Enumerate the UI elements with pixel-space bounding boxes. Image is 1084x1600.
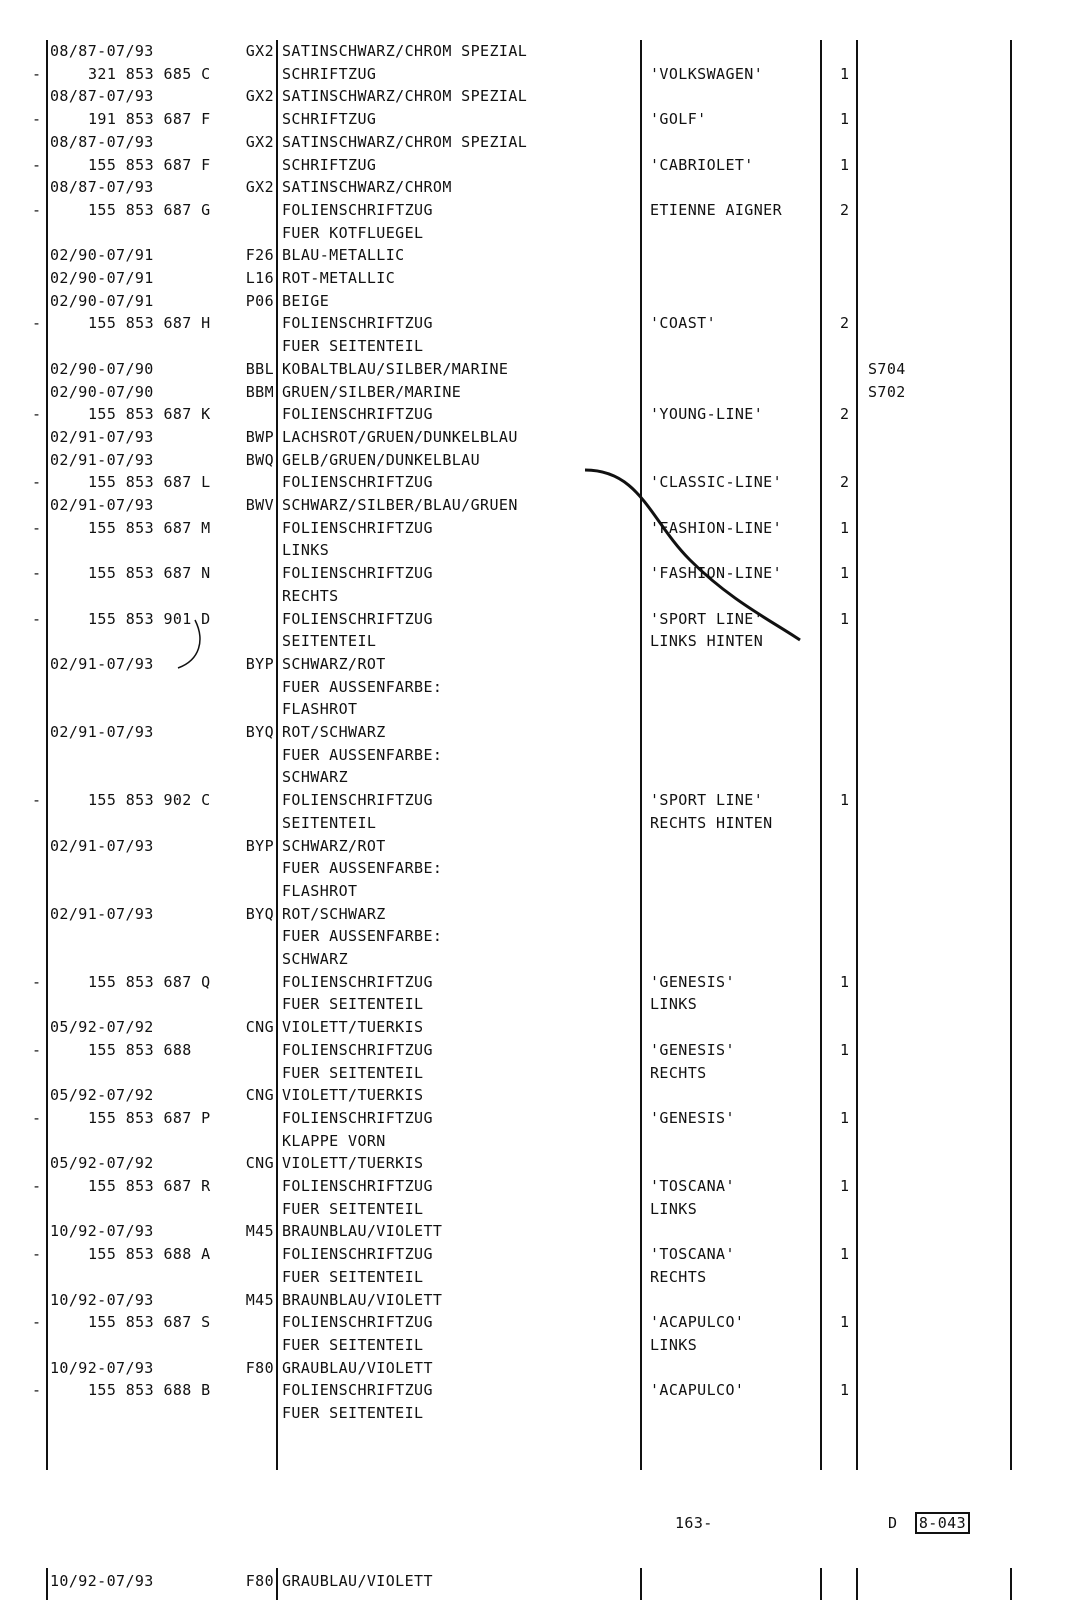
description: FUER SEITENTEIL [282,995,424,1014]
quantity: 1 [840,1177,850,1195]
table-row [0,1175,1084,1198]
part-number: 155 853 687 G [88,200,211,219]
description: RECHTS [282,586,339,605]
row-dash: - [32,64,42,83]
color-code: F26 [245,246,274,265]
description: FOLIENSCHRIFTZUG [282,1381,433,1400]
description: ROT/SCHWARZ [282,723,386,741]
row-dash: - [32,314,42,333]
table-row [0,971,1084,994]
description: VIOLETT/TUERKIS [282,1086,424,1105]
continuation-rule-desc [276,1568,278,1600]
part-number: 155 853 687 R [88,1177,211,1195]
description: SATINSCHWARZ/CHROM [282,178,452,197]
description: BRAUNBLAU/VIOLETT [282,1290,443,1309]
color-code: GX2 [245,87,274,106]
color-code: F80 [245,1358,274,1377]
table-row [0,1198,1084,1221]
table-row [0,449,1084,472]
description: FLASHROT [282,700,358,719]
date-range: 02/91-07/93 [50,654,154,673]
part-number: 155 853 687 N [88,564,211,583]
color-code: BYP [245,836,274,855]
table-row [0,494,1084,517]
description: FOLIENSCHRIFTZUG [282,1177,433,1195]
row-dash: - [32,110,42,129]
marking-text: 'TOSCANA' [650,1245,735,1264]
table-row [0,222,1084,245]
part-number: 321 853 685 C [88,64,211,83]
quantity: 1 [840,518,850,537]
continuation-rule-left [46,1568,48,1600]
table-row [0,1289,1084,1312]
description: SCHRIFTZUG [282,155,377,174]
marking-text: 'FASHION-LINE' [650,518,783,537]
table-row [0,312,1084,335]
table-row [0,426,1084,449]
description: BLAU-METALLIC [282,246,405,265]
marking-text: ETIENNE AIGNER [650,200,783,219]
description: FUER KOTFLUEGEL [282,223,424,242]
description: FOLIENSCHRIFTZUG [282,405,433,424]
date-range: 02/91-07/93 [50,450,154,469]
section-code: 8-043 [915,1512,970,1534]
part-number: 155 853 687 L [88,473,211,492]
date-range: 02/91-07/93 [50,836,154,855]
description: SCHWARZ/SILBER/BLAU/GRUEN [282,496,518,514]
date-range: 05/92-07/92 [50,1086,154,1105]
quantity: 1 [840,64,850,83]
description: FOLIENSCHRIFTZUG [282,518,433,537]
table-row [0,585,1084,608]
table-row [0,744,1084,767]
color-code: BBL [245,359,274,378]
table-row [0,85,1084,108]
date-range: 02/91-07/93 [50,427,154,446]
row-dash: - [32,1381,42,1400]
marking-text: 'GENESIS' [650,972,735,991]
description: FOLIENSCHRIFTZUG [282,972,433,991]
description: SATINSCHWARZ/CHROM SPEZIAL [282,87,528,106]
description: SCHWARZ [282,950,349,968]
quantity: 1 [840,609,850,628]
table-row [0,1039,1084,1062]
description: FUER SEITENTEIL [282,1063,424,1082]
description: FLASHROT [282,881,358,900]
color-code: M45 [245,1290,274,1309]
table-row [0,381,1084,404]
quantity: 1 [840,1108,850,1127]
date-range: 02/90-07/91 [50,291,154,310]
date-range: 08/87-07/93 [50,87,154,106]
table-row [0,154,1084,177]
color-code: BYQ [245,723,274,741]
table-row [0,335,1084,358]
description: BEIGE [282,291,330,310]
part-number: 155 853 901 D [88,609,211,628]
table-row [0,925,1084,948]
description: BRAUNBLAU/VIOLETT [282,1222,443,1241]
row-dash: - [32,473,42,492]
description: SCHWARZ [282,768,349,787]
quantity: 2 [840,200,850,219]
description: SEITENTEIL [282,632,377,651]
table-row [0,676,1084,699]
description: SCHWARZ/ROT [282,654,386,673]
description: FOLIENSCHRIFTZUG [282,1245,433,1264]
description: GRUEN/SILBER/MARINE [282,382,462,401]
description: SATINSCHWARZ/CHROM SPEZIAL [282,132,528,151]
quantity: 1 [840,1381,850,1400]
description: FUER SEITENTEIL [282,337,424,356]
table-row [0,812,1084,835]
table-row [0,1402,1084,1425]
quantity: 2 [840,314,850,333]
color-code: CNG [245,1154,274,1173]
color-code: BWQ [245,450,274,469]
table-row [0,1062,1084,1085]
marking-text: LINKS [650,1199,698,1218]
date-range: 02/90-07/91 [50,269,154,287]
description: GRAUBLAU/VIOLETT [282,1572,433,1590]
marking-text: 'ACAPULCO' [650,1313,745,1332]
color-code: BYQ [245,904,274,923]
table-row [0,108,1084,131]
marking-text: RECHTS [650,1267,707,1286]
quantity: 1 [840,1245,850,1264]
quantity: 1 [840,564,850,583]
row-dash: - [32,405,42,424]
row-dash: - [32,518,42,537]
row-dash: - [32,791,42,810]
part-number: 155 853 687 H [88,314,211,333]
table-row [0,1016,1084,1039]
color-code: L16 [245,269,274,287]
table-row [0,880,1084,903]
table-row [0,517,1084,540]
color-code: F80 [245,1572,274,1590]
date-range: 10/92-07/93 [50,1358,154,1377]
part-number: 155 853 687 F [88,155,211,174]
date-range: 02/91-07/93 [50,904,154,923]
description: FOLIENSCHRIFTZUG [282,200,433,219]
description: KOBALTBLAU/SILBER/MARINE [282,359,509,378]
description: FUER AUSSENFARBE: [282,927,443,946]
part-number: 155 853 687 K [88,405,211,424]
table-row [0,290,1084,313]
marking-text: RECHTS HINTEN [650,813,773,832]
table-row [0,608,1084,631]
table-row [0,471,1084,494]
description: FUER SEITENTEIL [282,1199,424,1218]
table-row [0,903,1084,926]
table-row [0,857,1084,880]
description: FUER SEITENTEIL [282,1404,424,1422]
part-number: 155 853 688 B [88,1381,211,1400]
table-row [0,403,1084,426]
remark-code: S702 [868,382,906,401]
table-row [0,721,1084,744]
date-range: 02/91-07/93 [50,723,154,741]
date-range: 08/87-07/93 [50,42,154,60]
description: FOLIENSCHRIFTZUG [282,1313,433,1332]
table-row [0,835,1084,858]
quantity: 1 [840,1040,850,1059]
description: FOLIENSCHRIFTZUG [282,314,433,333]
marking-text: 'COAST' [650,314,717,333]
description: GRAUBLAU/VIOLETT [282,1358,433,1377]
table-row [0,698,1084,721]
description: FUER SEITENTEIL [282,1267,424,1286]
table-row [0,1107,1084,1130]
continuation-rule-ext [856,1568,858,1600]
marking-text: LINKS [650,1335,698,1354]
table-row [0,993,1084,1016]
quantity: 2 [840,473,850,492]
part-number: 155 853 688 A [88,1245,211,1264]
row-dash: - [32,155,42,174]
table-row [0,1311,1084,1334]
table-row [0,267,1084,290]
color-code: GX2 [245,132,274,151]
marking-text: 'YOUNG-LINE' [650,405,764,424]
date-range: 08/87-07/93 [50,178,154,197]
table-row [0,244,1084,267]
marking-text: 'CLASSIC-LINE' [650,473,783,492]
description: FUER SEITENTEIL [282,1335,424,1354]
date-range: 10/92-07/93 [50,1222,154,1241]
row-dash: - [32,1313,42,1332]
marking-text: 'GENESIS' [650,1108,735,1127]
table-row [0,653,1084,676]
color-code: P06 [245,291,274,310]
continuation-row [0,1570,1084,1593]
description: KLAPPE VORN [282,1131,386,1150]
quantity: 2 [840,405,850,424]
description: GELB/GRUEN/DUNKELBLAU [282,450,481,469]
table-row [0,1243,1084,1266]
quantity: 1 [840,791,850,810]
marking-text: 'SPORT LINE' [650,609,764,628]
description: ROT-METALLIC [282,269,396,287]
table-row [0,40,1084,63]
continuation-rule-right [1010,1568,1012,1600]
description: SEITENTEIL [282,813,377,832]
row-dash: - [32,200,42,219]
description: ROT/SCHWARZ [282,904,386,923]
marking-text: LINKS [650,995,698,1014]
table-row [0,63,1084,86]
marking-text: 'CABRIOLET' [650,155,754,174]
table-row [0,176,1084,199]
part-number: 155 853 688 [88,1040,192,1059]
row-dash: - [32,609,42,628]
table-row [0,1084,1084,1107]
part-number: 155 853 902 C [88,791,211,810]
description: FUER AUSSENFARBE: [282,677,443,696]
date-range: 02/91-07/93 [50,496,154,514]
table-row [0,1266,1084,1289]
marking-text: 'GOLF' [650,110,707,129]
description: SCHRIFTZUG [282,110,377,129]
table-row [0,766,1084,789]
date-range: 02/90-07/91 [50,246,154,265]
marking-text: 'TOSCANA' [650,1177,735,1195]
date-range: 02/90-07/90 [50,382,154,401]
part-number: 191 853 687 F [88,110,211,129]
marking-text: 'FASHION-LINE' [650,564,783,583]
description: LINKS [282,541,330,560]
table-row [0,562,1084,585]
description: SATINSCHWARZ/CHROM SPEZIAL [282,42,528,60]
date-range: 10/92-07/93 [50,1572,154,1590]
color-code: BWV [245,496,274,514]
continuation-rule-note [640,1568,642,1600]
color-code: GX2 [245,42,274,60]
quantity: 1 [840,972,850,991]
table-row [0,1152,1084,1175]
description: VIOLETT/TUERKIS [282,1154,424,1173]
table-row [0,1334,1084,1357]
description: FOLIENSCHRIFTZUG [282,473,433,492]
row-dash: - [32,972,42,991]
row-dash: - [32,564,42,583]
description: FOLIENSCHRIFTZUG [282,1040,433,1059]
table-row [0,1357,1084,1380]
color-code: CNG [245,1086,274,1105]
date-range: 02/90-07/90 [50,359,154,378]
part-number: 155 853 687 M [88,518,211,537]
marking-text: 'VOLKSWAGEN' [650,64,764,83]
description: FUER AUSSENFARBE: [282,859,443,878]
quantity: 1 [840,1313,850,1332]
row-dash: - [32,1245,42,1264]
description: FOLIENSCHRIFTZUG [282,564,433,583]
row-dash: - [32,1108,42,1127]
marking-text: LINKS HINTEN [650,632,764,651]
color-code: BWP [245,427,274,446]
table-row [0,358,1084,381]
description: FOLIENSCHRIFTZUG [282,791,433,810]
color-code: GX2 [245,178,274,197]
color-code: BYP [245,654,274,673]
date-range: 05/92-07/92 [50,1018,154,1037]
date-range: 08/87-07/93 [50,132,154,151]
quantity: 1 [840,155,850,174]
color-code: BBM [245,382,274,401]
section-reference [888,1512,970,1535]
description: FOLIENSCHRIFTZUG [282,609,433,628]
quantity: 1 [840,110,850,129]
table-row [0,539,1084,562]
continuation-rule-qty [820,1568,822,1600]
marking-text: 'ACAPULCO' [650,1381,745,1400]
table-row [0,948,1084,971]
table-row [0,1130,1084,1153]
part-number: 155 853 687 S [88,1313,211,1332]
marking-text: 'SPORT LINE' [650,791,764,810]
table-row [0,199,1084,222]
color-code: M45 [245,1222,274,1241]
section-letter: D [888,1514,898,1532]
date-range: 05/92-07/92 [50,1154,154,1173]
part-number: 155 853 687 Q [88,972,211,991]
color-code: CNG [245,1018,274,1037]
row-dash: - [32,1040,42,1059]
row-dash: - [32,1177,42,1195]
table-row [0,1220,1084,1243]
remark-code: S704 [868,359,906,378]
marking-text: RECHTS [650,1063,707,1082]
table-row [0,630,1084,653]
marking-text: 'GENESIS' [650,1040,735,1059]
description: FOLIENSCHRIFTZUG [282,1108,433,1127]
table-row [0,1379,1084,1402]
description: LACHSROT/GRUEN/DUNKELBLAU [282,427,518,446]
description: VIOLETT/TUERKIS [282,1018,424,1037]
table-row [0,789,1084,812]
page-number: 163- [675,1514,713,1532]
table-row [0,131,1084,154]
part-number: 155 853 687 P [88,1108,211,1127]
description: SCHWARZ/ROT [282,836,386,855]
description: SCHRIFTZUG [282,64,377,83]
date-range: 10/92-07/93 [50,1290,154,1309]
description: FUER AUSSENFARBE: [282,745,443,764]
